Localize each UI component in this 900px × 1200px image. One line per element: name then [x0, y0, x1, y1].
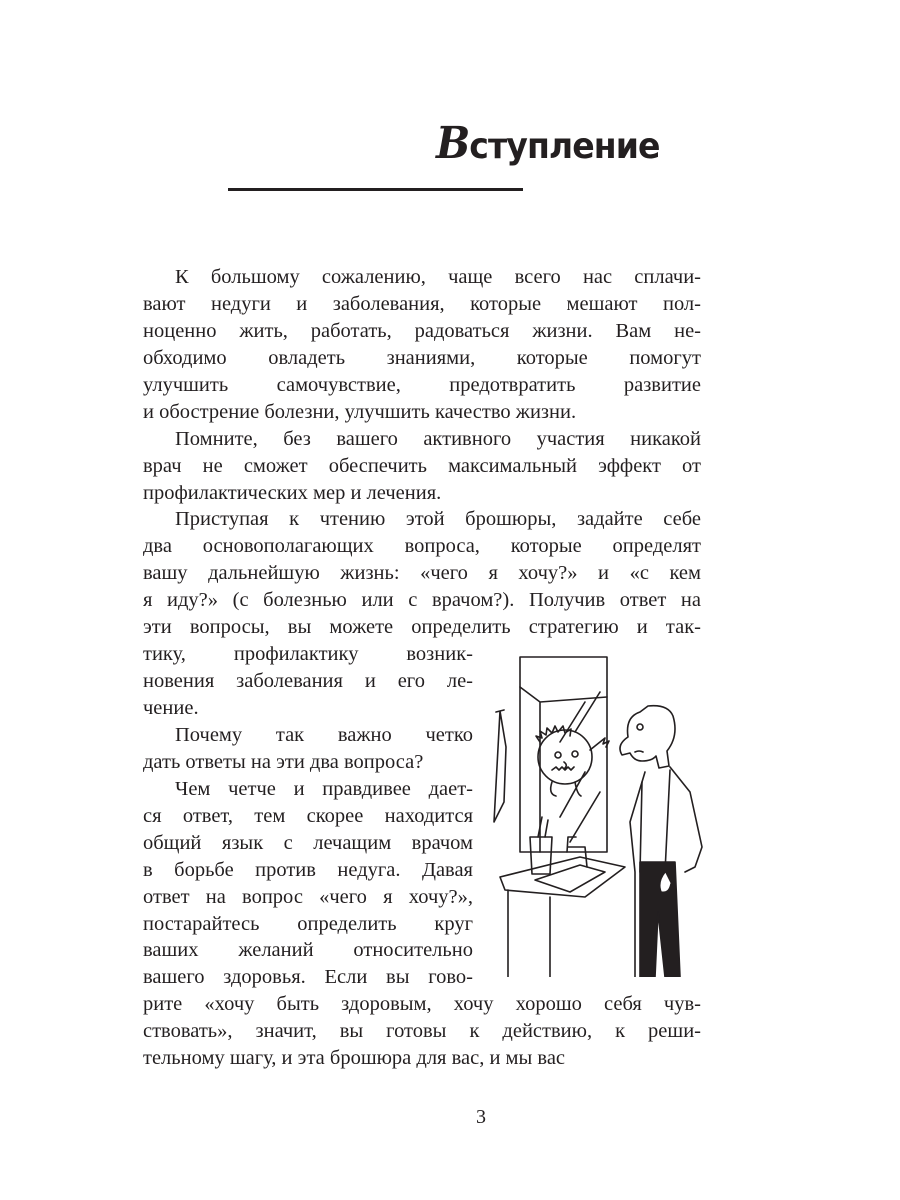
text-line: вашего здоровья. Если вы гово- — [143, 966, 473, 989]
text-line: ноценно жить, работать, радоваться жизни. Вам не- — [143, 319, 701, 342]
text-line: два основополагающих вопроса, которые определят — [143, 535, 701, 558]
chapter-title-rest: ступление — [469, 126, 660, 167]
mirror-reflection-monster — [536, 726, 609, 796]
text-line: Приступая к чтению этой брошюры, задайте себе — [175, 508, 701, 531]
text-line: дать ответы на эти два вопроса? — [143, 750, 424, 773]
text-line: К большому сожалению, чаще всего нас сплачи- — [175, 266, 701, 288]
text-line: ответ на вопрос «чего я хочу?», — [143, 885, 473, 908]
mirror — [520, 657, 607, 852]
text-line: рите «хочу быть здоровым, хочу хорошо себя чув- — [143, 993, 701, 1016]
title-rule — [228, 188, 523, 191]
text-line: ваших желаний относительно — [143, 939, 473, 962]
text-line: Помните, без вашего активного участия никакой — [175, 427, 701, 450]
chapter-title — [436, 118, 660, 169]
text-line: ся ответ, тем скорее находится — [143, 804, 473, 827]
text-line: эти вопросы, вы можете определить стратегию и так- — [143, 616, 701, 639]
text-line: Чем четче и правдивее дает- — [175, 777, 473, 800]
text-line: тику, профилактику возник- — [143, 643, 473, 666]
text-line: ствовать», значит, вы готовы к действию, к реши- — [143, 1020, 701, 1043]
towel-icon — [494, 710, 506, 822]
chapter-title-initial: В — [436, 118, 470, 169]
text-line: обходимо овладеть знаниями, которые помогут — [143, 346, 701, 369]
text-line: я иду?» (с болезнью или с врачом?). Получив ответ на — [143, 589, 701, 612]
man-figure — [620, 706, 702, 977]
text-line: и обострение болезни, улучшить качество жизни. — [143, 400, 577, 423]
text-line: новения заболевания и его ле- — [143, 670, 473, 693]
text-line: общий язык с лечащим врачом — [143, 831, 473, 854]
text-line: врач не сможет обеспечить максимальный эффект от — [143, 454, 701, 477]
page-number: 3 — [476, 1106, 486, 1128]
text-line: вашу дальнейшую жизнь: «чего я хочу?» и «с кем — [143, 562, 701, 585]
text-line: Почему так важно четко — [175, 723, 473, 746]
text-line: постарайтесь определить круг — [143, 912, 473, 935]
illustration-man-at-mirror — [490, 652, 705, 977]
text-line: тельному шагу, и эта брошюра для вас, и мы вас — [143, 1047, 566, 1070]
text-line: профилактических мер и лечения. — [143, 481, 442, 504]
text-line: улучшить самочувствие, предотвратить развитие — [143, 373, 701, 396]
text-line: вают недуги и заболевания, которые мешают пол- — [143, 292, 701, 315]
text-line: в борьбе против недуга. Давая — [143, 858, 473, 881]
text-line: чение. — [143, 697, 199, 719]
